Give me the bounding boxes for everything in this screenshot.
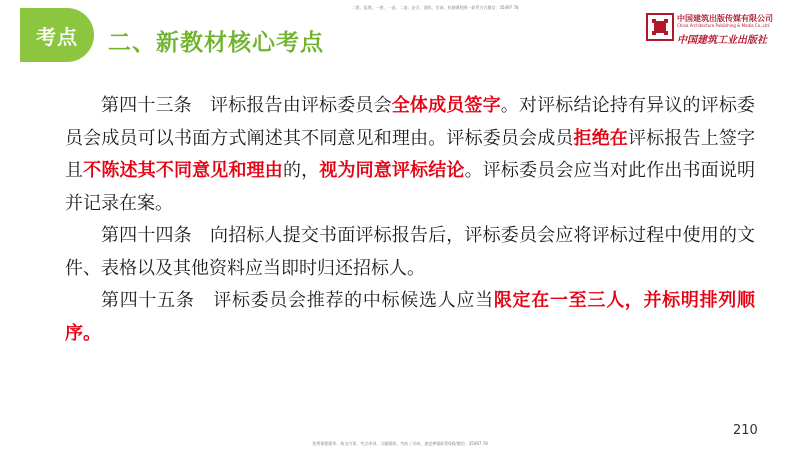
top-watermark-note: 二建、监理、一建、一造、二造、安全、消防、咨询、检测课程唯一联系方式微信：35497 78 bbox=[351, 5, 519, 10]
body-text: 。对评标结论持有异议的评标委员会成员可以书面方式阐述其不同意见和理由。评标委员会成员 bbox=[65, 95, 756, 149]
publisher-name-en: China Architecture Publishing & Media Co.,Ltd. bbox=[677, 23, 771, 28]
publisher-calligraphy: 中国建筑工业出版社 bbox=[677, 35, 767, 46]
topic-badge bbox=[20, 8, 94, 62]
article-label: 第四十四条 bbox=[101, 225, 192, 246]
article-content bbox=[65, 90, 755, 350]
body-text: 向招标人提交书面评标报告后，评标委员会应将评标过程中使用的文件、表格以及其他资料应当即时归还招标人。 bbox=[65, 225, 755, 279]
article-paragraph bbox=[65, 220, 755, 285]
highlighted-text: 全体成员签字 bbox=[391, 95, 501, 116]
highlighted-text: 限定在一至三人，并标明排列顺序。 bbox=[65, 290, 756, 344]
article-paragraph bbox=[65, 285, 755, 350]
section-title: 二、新教材核心考点 bbox=[108, 30, 324, 56]
body-text: 评标报告由评标委员会 bbox=[209, 95, 392, 116]
body-text: 评标报告上签字且 bbox=[65, 127, 756, 181]
page-number: 210 bbox=[733, 423, 758, 438]
bottom-watermark-note: 免费课程精华、典全内训、考点串讲、习题精练、考前三页纸、速度押题联系Q群/微信：35497 78 bbox=[312, 441, 488, 446]
highlighted-text: 不陈述其不同意见和理由 bbox=[83, 160, 283, 181]
highlighted-text: 拒绝在 bbox=[573, 127, 629, 149]
body-text: 。评标委员会应当对此作出书面说明并记录在案。 bbox=[65, 160, 756, 214]
article-paragraph bbox=[65, 90, 755, 220]
article-label: 第四十五条 bbox=[101, 290, 195, 311]
publisher-logo-block bbox=[645, 11, 795, 47]
body-text: 的， bbox=[282, 160, 320, 181]
article-label: 第四十三条 bbox=[101, 95, 192, 116]
publisher-emblem-icon bbox=[645, 12, 675, 42]
topic-badge-label: 考点 bbox=[36, 24, 78, 49]
highlighted-text: 视为同意评标结论 bbox=[319, 160, 465, 181]
body-text: 评标委员会推荐的中标候选人应当 bbox=[212, 290, 494, 311]
publisher-name-cn: 中国建筑出版传媒有限公司 bbox=[677, 14, 773, 23]
